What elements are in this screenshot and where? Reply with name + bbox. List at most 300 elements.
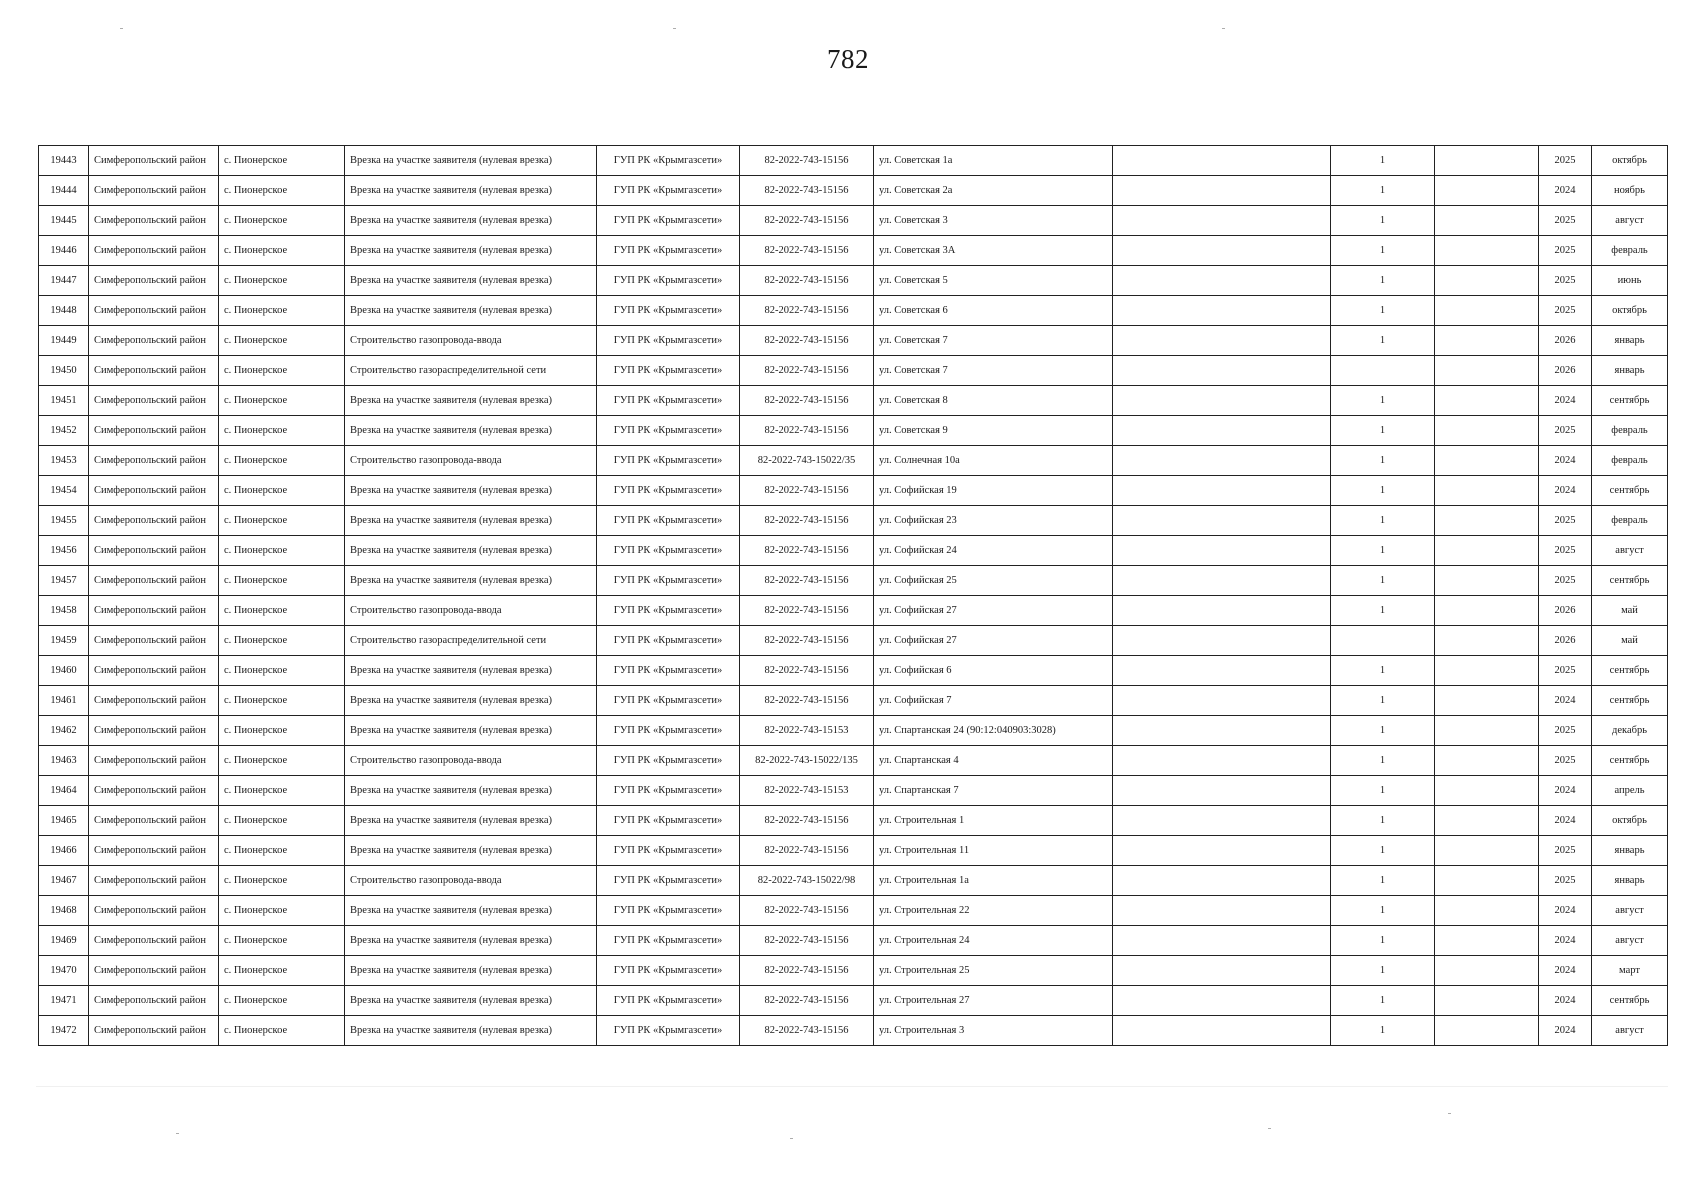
- program-code-cell: 82-2022-743-15156: [740, 146, 874, 176]
- program-code-cell: 82-2022-743-15156: [740, 986, 874, 1016]
- empty-cell: [1435, 806, 1539, 836]
- address-cell: ул. Советская 7: [874, 326, 1113, 356]
- year-cell: 2026: [1539, 326, 1592, 356]
- gas-connection-register-table: [38, 145, 1668, 1046]
- empty-cell: [1435, 326, 1539, 356]
- address-cell: ул. Советская 3А: [874, 236, 1113, 266]
- empty-cell: [1113, 1016, 1331, 1046]
- district-cell: Симферопольский район: [89, 686, 219, 716]
- empty-cell: [1435, 716, 1539, 746]
- year-cell: 2024: [1539, 386, 1592, 416]
- empty-cell: [1435, 236, 1539, 266]
- village-cell: с. Пионерское: [219, 746, 345, 776]
- row-number-cell: 19463: [39, 746, 89, 776]
- village-cell: с. Пионерское: [219, 866, 345, 896]
- empty-cell: [1113, 746, 1331, 776]
- year-cell: 2025: [1539, 836, 1592, 866]
- district-cell: Симферопольский район: [89, 446, 219, 476]
- work-type-cell: Строительство газопровода-ввода: [345, 746, 597, 776]
- month-cell: сентябрь: [1592, 386, 1668, 416]
- organization-cell: ГУП РК «Крымгазсети»: [597, 956, 740, 986]
- month-cell: июнь: [1592, 266, 1668, 296]
- village-cell: с. Пионерское: [219, 596, 345, 626]
- row-number-cell: 19468: [39, 896, 89, 926]
- organization-cell: ГУП РК «Крымгазсети»: [597, 356, 740, 386]
- address-cell: ул. Советская 2а: [874, 176, 1113, 206]
- table-row: [39, 686, 1668, 716]
- table-row: [39, 656, 1668, 686]
- organization-cell: ГУП РК «Крымгазсети»: [597, 506, 740, 536]
- month-cell: февраль: [1592, 236, 1668, 266]
- village-cell: с. Пионерское: [219, 326, 345, 356]
- empty-cell: [1435, 506, 1539, 536]
- table-row: [39, 866, 1668, 896]
- address-cell: ул. Софийская 6: [874, 656, 1113, 686]
- address-cell: ул. Строительная 25: [874, 956, 1113, 986]
- table-row: [39, 806, 1668, 836]
- organization-cell: ГУП РК «Крымгазсети»: [597, 926, 740, 956]
- district-cell: Симферопольский район: [89, 716, 219, 746]
- program-code-cell: 82-2022-743-15156: [740, 596, 874, 626]
- empty-cell: [1435, 686, 1539, 716]
- village-cell: с. Пионерское: [219, 836, 345, 866]
- district-cell: Симферопольский район: [89, 296, 219, 326]
- row-number-cell: 19461: [39, 686, 89, 716]
- work-type-cell: Врезка на участке заявителя (нулевая врезка): [345, 206, 597, 236]
- quantity-cell: 1: [1331, 1016, 1435, 1046]
- month-cell: май: [1592, 626, 1668, 656]
- organization-cell: ГУП РК «Крымгазсети»: [597, 146, 740, 176]
- address-cell: ул. Советская 7: [874, 356, 1113, 386]
- year-cell: 2026: [1539, 626, 1592, 656]
- organization-cell: ГУП РК «Крымгазсети»: [597, 536, 740, 566]
- organization-cell: ГУП РК «Крымгазсети»: [597, 836, 740, 866]
- program-code-cell: 82-2022-743-15022/135: [740, 746, 874, 776]
- empty-cell: [1435, 956, 1539, 986]
- table-row: [39, 476, 1668, 506]
- work-type-cell: Врезка на участке заявителя (нулевая врезка): [345, 656, 597, 686]
- year-cell: 2025: [1539, 866, 1592, 896]
- address-cell: ул. Советская 6: [874, 296, 1113, 326]
- village-cell: с. Пионерское: [219, 566, 345, 596]
- work-type-cell: Строительство газопровода-ввода: [345, 446, 597, 476]
- table-row: [39, 536, 1668, 566]
- quantity-cell: 1: [1331, 866, 1435, 896]
- month-cell: сентябрь: [1592, 656, 1668, 686]
- table-body: [39, 146, 1668, 1046]
- work-type-cell: Врезка на участке заявителя (нулевая врезка): [345, 416, 597, 446]
- work-type-cell: Врезка на участке заявителя (нулевая врезка): [345, 686, 597, 716]
- address-cell: ул. Советская 3: [874, 206, 1113, 236]
- work-type-cell: Врезка на участке заявителя (нулевая врезка): [345, 716, 597, 746]
- table-row: [39, 1016, 1668, 1046]
- row-number-cell: 19458: [39, 596, 89, 626]
- row-number-cell: 19444: [39, 176, 89, 206]
- district-cell: Симферопольский район: [89, 416, 219, 446]
- address-cell: ул. Спартанская 24 (90:12:040903:3028): [874, 716, 1113, 746]
- village-cell: с. Пионерское: [219, 986, 345, 1016]
- year-cell: 2026: [1539, 596, 1592, 626]
- month-cell: февраль: [1592, 506, 1668, 536]
- program-code-cell: 82-2022-743-15156: [740, 296, 874, 326]
- program-code-cell: 82-2022-743-15156: [740, 566, 874, 596]
- table-row: [39, 506, 1668, 536]
- work-type-cell: Врезка на участке заявителя (нулевая врезка): [345, 176, 597, 206]
- organization-cell: ГУП РК «Крымгазсети»: [597, 476, 740, 506]
- empty-cell: [1113, 416, 1331, 446]
- quantity-cell: [1331, 626, 1435, 656]
- empty-cell: [1435, 476, 1539, 506]
- district-cell: Симферопольский район: [89, 146, 219, 176]
- row-number-cell: 19452: [39, 416, 89, 446]
- row-number-cell: 19448: [39, 296, 89, 326]
- table-row: [39, 926, 1668, 956]
- year-cell: 2024: [1539, 896, 1592, 926]
- year-cell: 2025: [1539, 146, 1592, 176]
- organization-cell: ГУП РК «Крымгазсети»: [597, 866, 740, 896]
- empty-cell: [1435, 566, 1539, 596]
- table-row: [39, 716, 1668, 746]
- quantity-cell: 1: [1331, 566, 1435, 596]
- empty-cell: [1113, 296, 1331, 326]
- year-cell: 2025: [1539, 656, 1592, 686]
- row-number-cell: 19464: [39, 776, 89, 806]
- work-type-cell: Врезка на участке заявителя (нулевая врезка): [345, 266, 597, 296]
- address-cell: ул. Солнечная 10а: [874, 446, 1113, 476]
- work-type-cell: Врезка на участке заявителя (нулевая врезка): [345, 236, 597, 266]
- row-number-cell: 19446: [39, 236, 89, 266]
- month-cell: август: [1592, 896, 1668, 926]
- year-cell: 2024: [1539, 1016, 1592, 1046]
- district-cell: Симферопольский район: [89, 356, 219, 386]
- organization-cell: ГУП РК «Крымгазсети»: [597, 776, 740, 806]
- quantity-cell: 1: [1331, 746, 1435, 776]
- row-number-cell: 19447: [39, 266, 89, 296]
- work-type-cell: Строительство газопровода-ввода: [345, 596, 597, 626]
- district-cell: Симферопольский район: [89, 506, 219, 536]
- empty-cell: [1113, 326, 1331, 356]
- scan-speck: [790, 1138, 793, 1139]
- quantity-cell: [1331, 356, 1435, 386]
- program-code-cell: 82-2022-743-15156: [740, 266, 874, 296]
- year-cell: 2024: [1539, 776, 1592, 806]
- year-cell: 2025: [1539, 416, 1592, 446]
- table-row: [39, 446, 1668, 476]
- scan-edge: [36, 1086, 1668, 1087]
- quantity-cell: 1: [1331, 536, 1435, 566]
- empty-cell: [1435, 866, 1539, 896]
- table-row: [39, 566, 1668, 596]
- organization-cell: ГУП РК «Крымгазсети»: [597, 566, 740, 596]
- program-code-cell: 82-2022-743-15156: [740, 326, 874, 356]
- table-row: [39, 956, 1668, 986]
- month-cell: август: [1592, 206, 1668, 236]
- month-cell: сентябрь: [1592, 566, 1668, 596]
- empty-cell: [1435, 296, 1539, 326]
- program-code-cell: 82-2022-743-15156: [740, 1016, 874, 1046]
- address-cell: ул. Софийская 19: [874, 476, 1113, 506]
- month-cell: февраль: [1592, 416, 1668, 446]
- year-cell: 2024: [1539, 176, 1592, 206]
- program-code-cell: 82-2022-743-15156: [740, 206, 874, 236]
- village-cell: с. Пионерское: [219, 416, 345, 446]
- village-cell: с. Пионерское: [219, 206, 345, 236]
- empty-cell: [1435, 986, 1539, 1016]
- row-number-cell: 19451: [39, 386, 89, 416]
- table-row: [39, 326, 1668, 356]
- organization-cell: ГУП РК «Крымгазсети»: [597, 386, 740, 416]
- row-number-cell: 19465: [39, 806, 89, 836]
- row-number-cell: 19457: [39, 566, 89, 596]
- village-cell: с. Пионерское: [219, 296, 345, 326]
- address-cell: ул. Спартанская 7: [874, 776, 1113, 806]
- table-row: [39, 596, 1668, 626]
- district-cell: Симферопольский район: [89, 536, 219, 566]
- organization-cell: ГУП РК «Крымгазсети»: [597, 266, 740, 296]
- empty-cell: [1113, 656, 1331, 686]
- empty-cell: [1113, 566, 1331, 596]
- month-cell: февраль: [1592, 446, 1668, 476]
- address-cell: ул. Строительная 27: [874, 986, 1113, 1016]
- quantity-cell: 1: [1331, 806, 1435, 836]
- address-cell: ул. Софийская 27: [874, 626, 1113, 656]
- month-cell: сентябрь: [1592, 746, 1668, 776]
- address-cell: ул. Строительная 1а: [874, 866, 1113, 896]
- table-row: [39, 416, 1668, 446]
- month-cell: сентябрь: [1592, 686, 1668, 716]
- table-row: [39, 236, 1668, 266]
- work-type-cell: Врезка на участке заявителя (нулевая врезка): [345, 146, 597, 176]
- quantity-cell: 1: [1331, 386, 1435, 416]
- district-cell: Симферопольский район: [89, 836, 219, 866]
- month-cell: август: [1592, 1016, 1668, 1046]
- empty-cell: [1113, 536, 1331, 566]
- address-cell: ул. Строительная 1: [874, 806, 1113, 836]
- district-cell: Симферопольский район: [89, 326, 219, 356]
- empty-cell: [1113, 236, 1331, 266]
- work-type-cell: Врезка на участке заявителя (нулевая врезка): [345, 836, 597, 866]
- district-cell: Симферопольский район: [89, 656, 219, 686]
- district-cell: Симферопольский район: [89, 236, 219, 266]
- organization-cell: ГУП РК «Крымгазсети»: [597, 296, 740, 326]
- empty-cell: [1113, 956, 1331, 986]
- quantity-cell: 1: [1331, 146, 1435, 176]
- empty-cell: [1113, 476, 1331, 506]
- row-number-cell: 19455: [39, 506, 89, 536]
- month-cell: апрель: [1592, 776, 1668, 806]
- district-cell: Симферопольский район: [89, 926, 219, 956]
- month-cell: май: [1592, 596, 1668, 626]
- program-code-cell: 82-2022-743-15156: [740, 836, 874, 866]
- village-cell: с. Пионерское: [219, 176, 345, 206]
- program-code-cell: 82-2022-743-15156: [740, 686, 874, 716]
- empty-cell: [1435, 176, 1539, 206]
- district-cell: Симферопольский район: [89, 746, 219, 776]
- district-cell: Симферопольский район: [89, 776, 219, 806]
- district-cell: Симферопольский район: [89, 386, 219, 416]
- quantity-cell: 1: [1331, 176, 1435, 206]
- empty-cell: [1435, 836, 1539, 866]
- district-cell: Симферопольский район: [89, 1016, 219, 1046]
- quantity-cell: 1: [1331, 266, 1435, 296]
- work-type-cell: Строительство газораспределительной сети: [345, 356, 597, 386]
- organization-cell: ГУП РК «Крымгазсети»: [597, 746, 740, 776]
- program-code-cell: 82-2022-743-15156: [740, 656, 874, 686]
- address-cell: ул. Строительная 11: [874, 836, 1113, 866]
- address-cell: ул. Советская 1а: [874, 146, 1113, 176]
- empty-cell: [1113, 836, 1331, 866]
- row-number-cell: 19453: [39, 446, 89, 476]
- month-cell: октябрь: [1592, 806, 1668, 836]
- program-code-cell: 82-2022-743-15153: [740, 776, 874, 806]
- organization-cell: ГУП РК «Крымгазсети»: [597, 446, 740, 476]
- district-cell: Симферопольский район: [89, 896, 219, 926]
- year-cell: 2025: [1539, 206, 1592, 236]
- address-cell: ул. Софийская 25: [874, 566, 1113, 596]
- table-row: [39, 626, 1668, 656]
- table-row: [39, 146, 1668, 176]
- row-number-cell: 19466: [39, 836, 89, 866]
- village-cell: с. Пионерское: [219, 536, 345, 566]
- quantity-cell: 1: [1331, 296, 1435, 326]
- quantity-cell: 1: [1331, 446, 1435, 476]
- year-cell: 2025: [1539, 746, 1592, 776]
- village-cell: с. Пионерское: [219, 926, 345, 956]
- empty-cell: [1435, 896, 1539, 926]
- work-type-cell: Врезка на участке заявителя (нулевая врезка): [345, 926, 597, 956]
- program-code-cell: 82-2022-743-15156: [740, 926, 874, 956]
- quantity-cell: 1: [1331, 206, 1435, 236]
- village-cell: с. Пионерское: [219, 896, 345, 926]
- empty-cell: [1113, 356, 1331, 386]
- address-cell: ул. Спартанская 4: [874, 746, 1113, 776]
- work-type-cell: Врезка на участке заявителя (нулевая врезка): [345, 806, 597, 836]
- year-cell: 2025: [1539, 566, 1592, 596]
- month-cell: январь: [1592, 326, 1668, 356]
- year-cell: 2024: [1539, 986, 1592, 1016]
- row-number-cell: 19450: [39, 356, 89, 386]
- address-cell: ул. Софийская 27: [874, 596, 1113, 626]
- village-cell: с. Пионерское: [219, 776, 345, 806]
- quantity-cell: 1: [1331, 956, 1435, 986]
- organization-cell: ГУП РК «Крымгазсети»: [597, 416, 740, 446]
- district-cell: Симферопольский район: [89, 956, 219, 986]
- month-cell: август: [1592, 926, 1668, 956]
- quantity-cell: 1: [1331, 236, 1435, 266]
- empty-cell: [1435, 1016, 1539, 1046]
- quantity-cell: 1: [1331, 986, 1435, 1016]
- row-number-cell: 19472: [39, 1016, 89, 1046]
- empty-cell: [1113, 896, 1331, 926]
- year-cell: 2024: [1539, 956, 1592, 986]
- empty-cell: [1435, 356, 1539, 386]
- quantity-cell: 1: [1331, 836, 1435, 866]
- district-cell: Симферопольский район: [89, 176, 219, 206]
- empty-cell: [1435, 596, 1539, 626]
- empty-cell: [1113, 776, 1331, 806]
- empty-cell: [1435, 626, 1539, 656]
- village-cell: с. Пионерское: [219, 716, 345, 746]
- village-cell: с. Пионерское: [219, 356, 345, 386]
- work-type-cell: Врезка на участке заявителя (нулевая врезка): [345, 956, 597, 986]
- row-number-cell: 19454: [39, 476, 89, 506]
- quantity-cell: 1: [1331, 596, 1435, 626]
- month-cell: январь: [1592, 836, 1668, 866]
- organization-cell: ГУП РК «Крымгазсети»: [597, 176, 740, 206]
- empty-cell: [1435, 746, 1539, 776]
- work-type-cell: Строительство газопровода-ввода: [345, 326, 597, 356]
- program-code-cell: 82-2022-743-15156: [740, 416, 874, 446]
- scan-speck: [673, 28, 676, 29]
- table-row: [39, 356, 1668, 386]
- empty-cell: [1435, 656, 1539, 686]
- work-type-cell: Строительство газопровода-ввода: [345, 866, 597, 896]
- village-cell: с. Пионерское: [219, 236, 345, 266]
- empty-cell: [1113, 146, 1331, 176]
- empty-cell: [1435, 386, 1539, 416]
- village-cell: с. Пионерское: [219, 956, 345, 986]
- year-cell: 2024: [1539, 806, 1592, 836]
- village-cell: с. Пионерское: [219, 656, 345, 686]
- empty-cell: [1113, 926, 1331, 956]
- organization-cell: ГУП РК «Крымгазсети»: [597, 716, 740, 746]
- scan-speck: [1448, 1113, 1451, 1114]
- table-row: [39, 296, 1668, 326]
- row-number-cell: 19470: [39, 956, 89, 986]
- row-number-cell: 19445: [39, 206, 89, 236]
- district-cell: Симферопольский район: [89, 206, 219, 236]
- village-cell: с. Пионерское: [219, 446, 345, 476]
- program-code-cell: 82-2022-743-15156: [740, 506, 874, 536]
- district-cell: Симферопольский район: [89, 806, 219, 836]
- work-type-cell: Врезка на участке заявителя (нулевая врезка): [345, 506, 597, 536]
- quantity-cell: 1: [1331, 716, 1435, 746]
- month-cell: сентябрь: [1592, 476, 1668, 506]
- month-cell: октябрь: [1592, 296, 1668, 326]
- organization-cell: ГУП РК «Крымгазсети»: [597, 686, 740, 716]
- quantity-cell: 1: [1331, 326, 1435, 356]
- month-cell: март: [1592, 956, 1668, 986]
- year-cell: 2026: [1539, 356, 1592, 386]
- address-cell: ул. Софийская 24: [874, 536, 1113, 566]
- page-number: 782: [827, 44, 869, 74]
- village-cell: с. Пионерское: [219, 1016, 345, 1046]
- work-type-cell: Врезка на участке заявителя (нулевая врезка): [345, 566, 597, 596]
- month-cell: август: [1592, 536, 1668, 566]
- scan-speck: [120, 28, 123, 29]
- district-cell: Симферопольский район: [89, 596, 219, 626]
- program-code-cell: 82-2022-743-15156: [740, 536, 874, 566]
- table-row: [39, 986, 1668, 1016]
- program-code-cell: 82-2022-743-15156: [740, 896, 874, 926]
- empty-cell: [1435, 146, 1539, 176]
- month-cell: январь: [1592, 866, 1668, 896]
- empty-cell: [1113, 176, 1331, 206]
- table-row: [39, 746, 1668, 776]
- empty-cell: [1113, 266, 1331, 296]
- empty-cell: [1113, 596, 1331, 626]
- year-cell: 2025: [1539, 236, 1592, 266]
- organization-cell: ГУП РК «Крымгазсети»: [597, 986, 740, 1016]
- program-code-cell: 82-2022-743-15156: [740, 176, 874, 206]
- organization-cell: ГУП РК «Крымгазсети»: [597, 1016, 740, 1046]
- address-cell: ул. Строительная 24: [874, 926, 1113, 956]
- address-cell: ул. Софийская 23: [874, 506, 1113, 536]
- year-cell: 2024: [1539, 926, 1592, 956]
- village-cell: с. Пионерское: [219, 686, 345, 716]
- empty-cell: [1435, 776, 1539, 806]
- district-cell: Симферопольский район: [89, 266, 219, 296]
